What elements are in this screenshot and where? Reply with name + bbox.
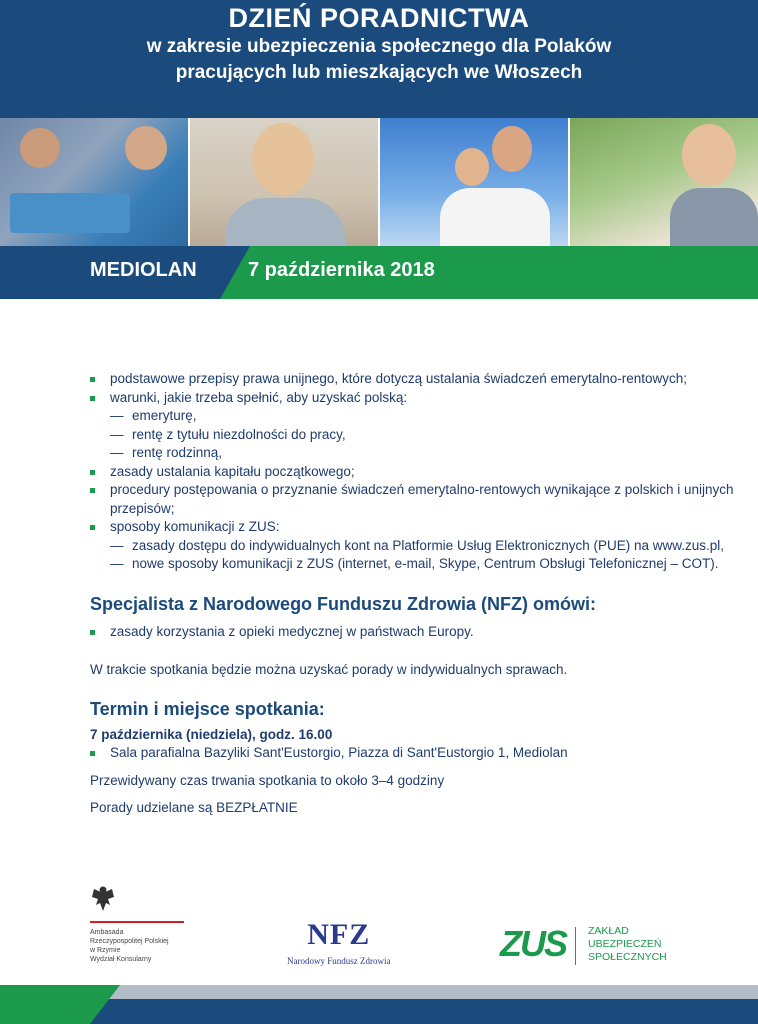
footer-grey-stripe [90,985,758,999]
event-program [90,370,740,817]
photo-woman [190,118,378,246]
meeting-place-list [90,744,740,763]
list-item: — zasady dostępu do indywidualnych kont na Platformie Usług Elektronicznych (PUE) na www.zus.pl, [110,537,740,556]
zus-name: ZAKŁAD UBEZPIECZEŃ SPOŁECZNYCH [588,925,667,963]
footer-band [0,985,758,1024]
nfz-mark: NFZ [307,918,371,951]
list-item: — nowe sposoby komunikacji z ZUS (internet, e-mail, Skype, Centrum Obsługi Telefonicznej – COT). [110,555,740,574]
nfz-logo [287,920,390,966]
header [0,0,758,118]
meeting-heading: Termin i miejsce spotkania: [90,699,325,719]
eagle-emblem-icon [90,885,116,913]
bullet-icon [90,377,95,382]
event-subtitle-line1: w zakresie ubezpieczenia społecznego dla Polaków [146,36,612,57]
bullet-icon [90,396,95,401]
bullet-icon [90,751,95,756]
list-item: Sala parafialna Bazyliki Sant'Eustorgio, Piazza di Sant'Eustorgio 1, Mediolan [90,744,740,763]
list-item: podstawowe przepisy prawa unijnego, które dotyczą ustalania świadczeń emerytalno-rentowych; [90,370,740,389]
event-city: MEDIOLAN [90,259,197,281]
dash-icon: — [110,537,124,553]
list-item: — rentę rodzinną, [110,444,740,463]
list-item: sposoby komunikacji z ZUS: — zasady dostępu do indywidualnych kont na Platformie Usług Elektronicznych (PUE) na www.zus.pl, — nowe sposoby komunikacji z ZUS (internet, e-mail, Skype, Centrum Obsługi Telefonicznej – COT). [90,518,740,574]
dash-icon: — [110,408,124,423]
nfz-topic-list [90,623,740,642]
dash-icon: — [110,426,124,442]
meeting-duration: Przewidywany czas trwania spotkania to około 3–4 godziny [90,772,445,788]
zus-divider [575,927,576,965]
list-item: zasady korzystania z opieki medycznej w państwach Europy. [90,623,740,642]
bullet-icon [90,470,95,475]
list-item: warunki, jakie trzeba spełnić, aby uzyskać polską: — emeryturę, — rentę z tytułu niezdolności do pracy, — rentę rodzinną, [90,389,740,463]
photo-senior-couple [380,118,568,246]
free-advice-note: Porady udzielane są BEZPŁATNIE [90,799,298,815]
partner-logos [0,885,758,975]
list-item: — emeryturę, [110,407,740,426]
dash-icon: — [110,556,124,571]
footer-green-accent [0,985,120,1024]
event-banner [0,246,758,299]
embassy-name: Ambasada Rzeczypospolitej Polskiej w Rzymie Wydział Konsularny [90,929,169,963]
list-item: procedury postępowania o przyznanie świadczeń emerytalno-rentowych wynikające z polskich i unijnych przepisów; [90,481,740,518]
pension-type-list [110,407,740,463]
nfz-name: Narodowy Fundusz Zdrowia [287,956,391,966]
list-item: — rentę z tytułu niezdolności do pracy, [110,426,740,445]
nfz-heading: Specjalista z Narodowego Funduszu Zdrowia (NFZ) omówi: [90,593,597,614]
meeting-time: 7 października (niedziela), godz. 16.00 [90,727,333,742]
event-date: 7 października 2018 [248,259,435,281]
bullet-icon [90,630,95,635]
zus-mark: ZUS [500,923,566,964]
list-item: zasady ustalania kapitału początkowego; [90,463,740,482]
communication-list [110,537,740,574]
photo-senior-man [570,118,758,246]
dash-icon: — [110,445,124,460]
event-subtitle-line2: pracujących lub mieszkających we Włoszech [175,62,583,83]
bullet-icon [90,525,95,530]
zus-topic-list [90,370,740,574]
embassy-logo [90,885,190,964]
advice-note: W trakcie spotkania będzie można uzyskać porady w indywidualnych sprawach. [90,662,568,677]
photo-workers [0,118,188,246]
event-title: DZIEŃ PORADNICTWA [228,3,530,33]
photo-strip [0,118,758,246]
bullet-icon [90,488,95,493]
red-divider [90,921,184,923]
